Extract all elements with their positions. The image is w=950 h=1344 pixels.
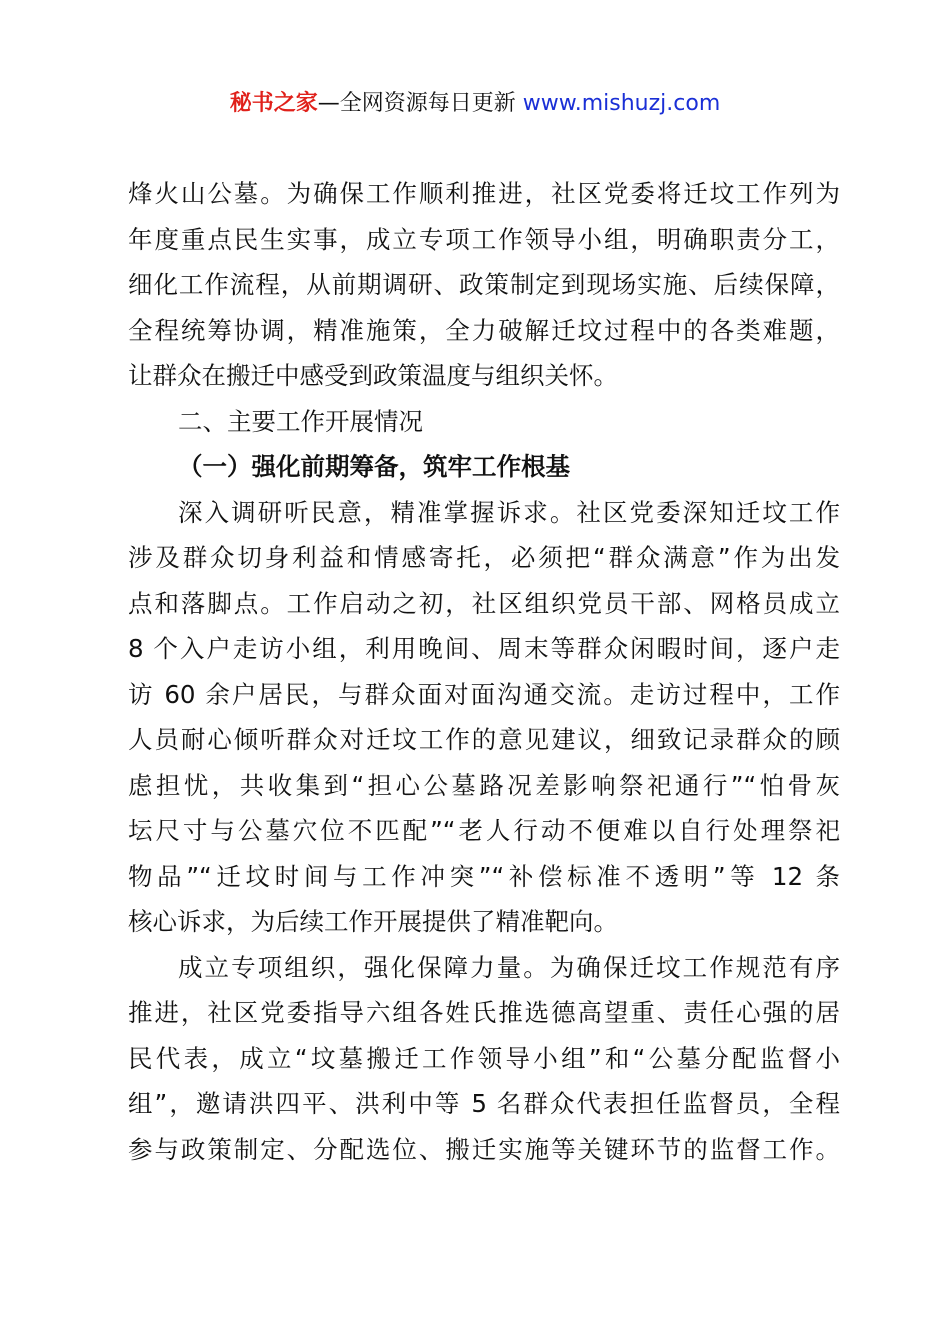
text-line: 人员耐心倾听群众对迁坟工作的意见建议，细致记录群众的顾	[128, 725, 840, 754]
text-line: 烽火山公墓。为确保工作顺利推进，社区党委将迁坟工作列为	[128, 179, 840, 208]
subsection-heading: （一）强化前期筹备，筑牢工作根基	[178, 452, 570, 481]
text-line: 全程统筹协调，精准施策，全力破解迁坟过程中的各类难题，	[128, 315, 840, 345]
text-line: 细化工作流程，从前期调研、政策制定到现场实施、后续保障，	[128, 270, 840, 299]
text-line: 涉及群众切身利益和情感寄托，必须把“群众满意”作为出发	[128, 543, 840, 572]
site-tagline: —全网资源每日更新	[317, 91, 516, 116]
text-line: 坛尺寸与公墓穴位不匹配”“老人行动不便难以自行处理祭祀	[128, 816, 840, 845]
text-line: 民代表，成立“坟墓搬迁工作领导小组”和“公墓分配监督小	[128, 1043, 840, 1073]
site-url-link[interactable]: www.mishuzj.com	[522, 91, 721, 116]
section-heading: 二、主要工作开展情况	[178, 406, 423, 436]
text-line: 深入调研听民意，精准掌握诉求。社区党委深知迁坟工作	[178, 497, 840, 527]
text-line: 核心诉求，为后续工作开展提供了精准靶向。	[128, 907, 618, 936]
site-header	[0, 86, 950, 122]
site-brand: 秘书之家	[229, 91, 318, 116]
text-line: 推进，社区党委指导六组各姓氏推选德高望重、责任心强的居	[128, 998, 840, 1027]
text-line: 访 60 余户居民，与群众面对面沟通交流。走访过程中，工作	[128, 679, 840, 709]
text-line: 点和落脚点。工作启动之初，社区组织党员干部、网格员成立	[128, 588, 840, 618]
text-line: 虑担忧，共收集到“担心公墓路况差影响祭祀通行”“怕骨灰	[128, 770, 840, 800]
text-line: 成立专项组织，强化保障力量。为确保迁坟工作规范有序	[178, 952, 840, 982]
text-line: 参与政策制定、分配选位、搬迁实施等关键环节的监督工作。	[128, 1134, 840, 1164]
text-line: 组”，邀请洪四平、洪利中等 5 名群众代表担任监督员，全程	[128, 1089, 840, 1118]
text-line: 年度重点民生实事，成立专项工作领导小组，明确职责分工，	[128, 224, 840, 254]
text-line: 物品”“迁坟时间与工作冲突”“补偿标准不透明”等 12 条	[128, 861, 840, 891]
text-line: 让群众在搬迁中感受到政策温度与组织关怀。	[128, 361, 618, 390]
document-body	[128, 171, 840, 1172]
text-line: 8 个入户走访小组，利用晚间、周末等群众闲暇时间，逐户走	[128, 634, 840, 663]
